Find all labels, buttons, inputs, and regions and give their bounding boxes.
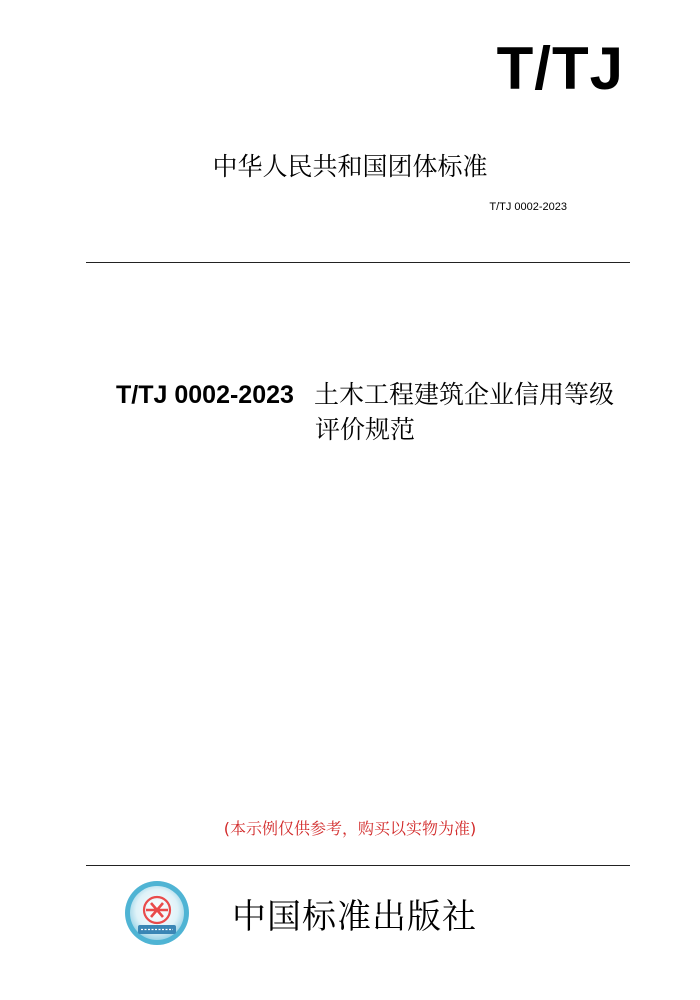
publisher-name: 中国标准出版社 — [232, 897, 477, 937]
document-name-part2: 评价规范 — [314, 415, 415, 444]
standard-category-title: 中华人民共和国团体标准 — [212, 152, 488, 181]
standard-code-mark: T/TJ — [496, 35, 624, 102]
publisher-logo-icon — [124, 880, 190, 946]
bottom-divider — [86, 865, 630, 866]
document-title — [60, 377, 670, 447]
document-title-line1 — [60, 377, 670, 413]
document-name-part1: 土木工程建筑企业信用等级 — [313, 380, 614, 409]
sample-disclaimer: (本示例仅供参考，购买以实物为准) — [223, 819, 477, 838]
document-code: T/TJ 0002-2023 — [116, 381, 294, 409]
top-divider — [86, 262, 630, 263]
standard-number: T/TJ 0002-2023 — [489, 201, 567, 213]
